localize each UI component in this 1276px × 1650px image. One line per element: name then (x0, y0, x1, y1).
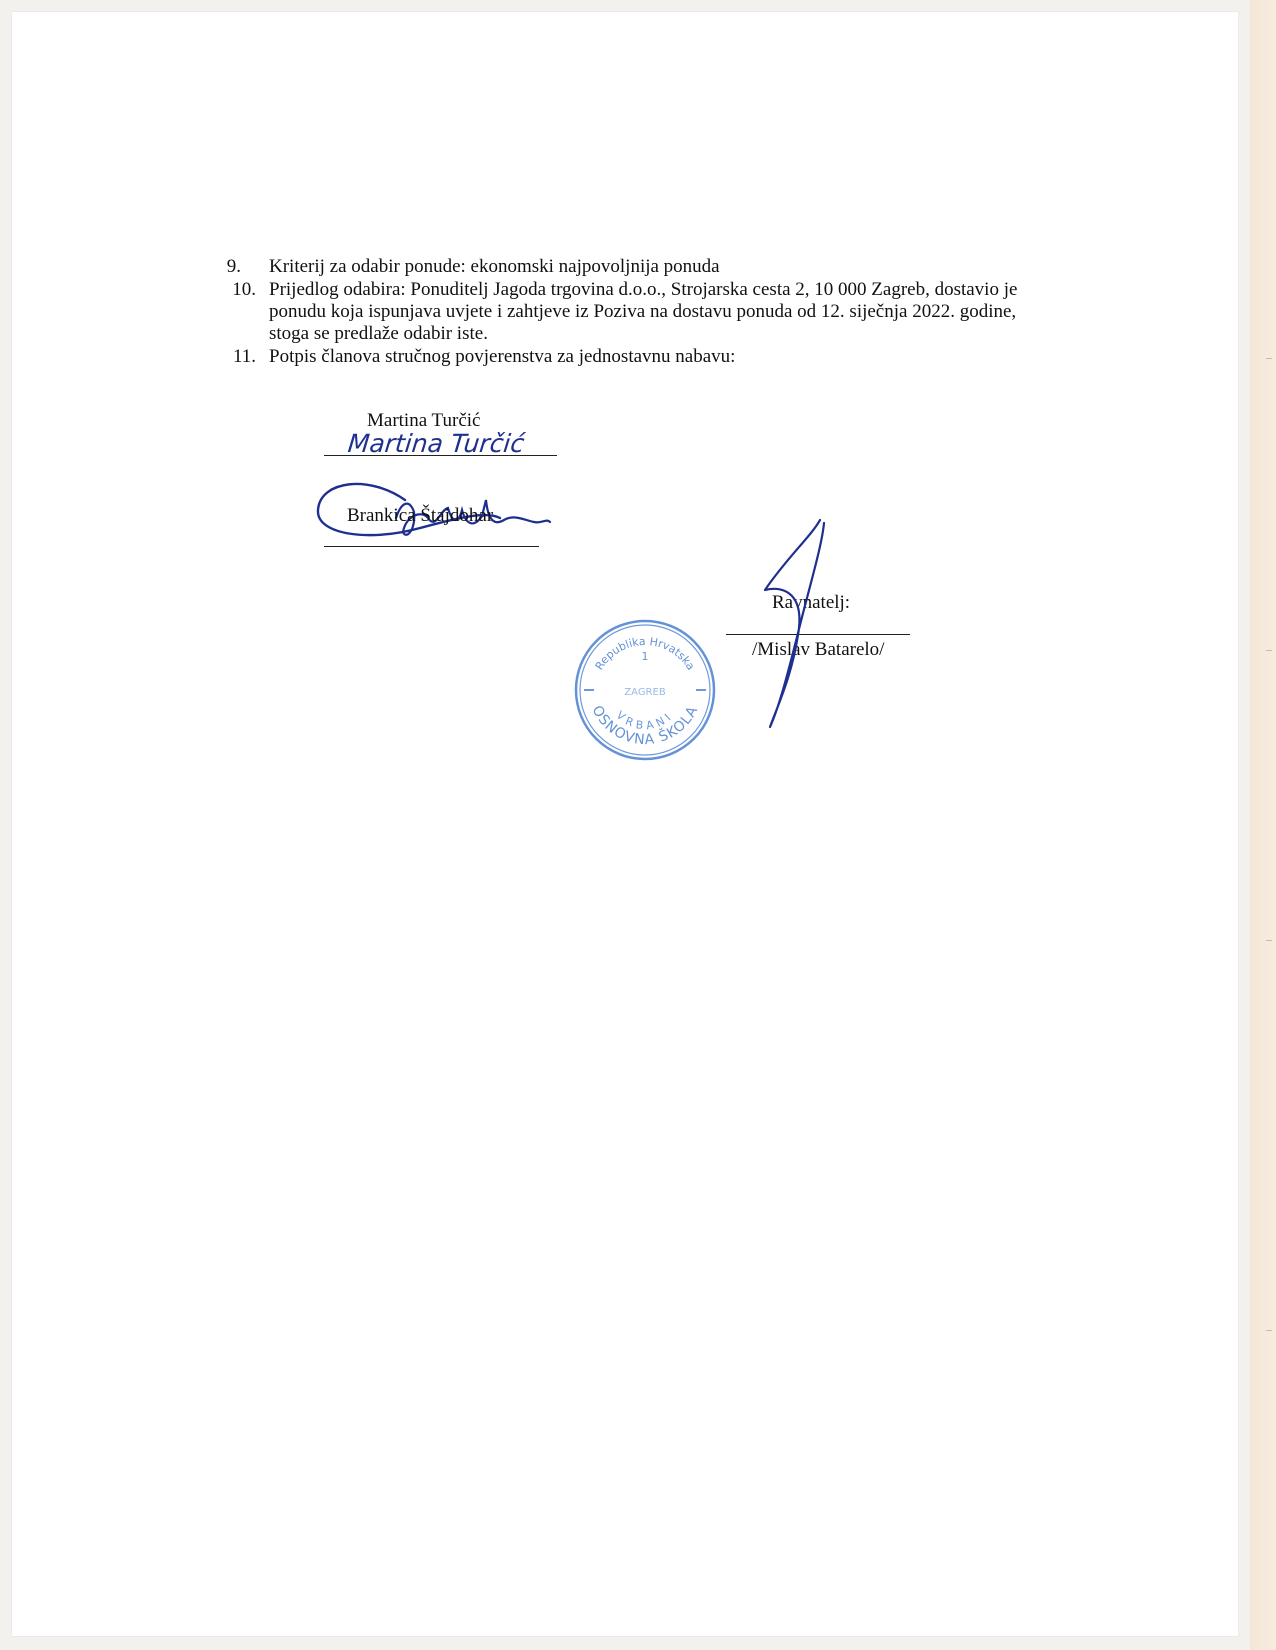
item-text: Potpis članova stručnog povjerenstva za jednostavnu nabavu: (269, 346, 736, 367)
svg-text:Republika Hrvatska: Republika Hrvatska (592, 634, 698, 673)
list-item (222, 279, 1022, 345)
principal-name: /Mislav Batarelo/ (752, 639, 885, 660)
school-stamp (570, 615, 720, 765)
committee-member-name: Brankica Štajdohar (347, 505, 494, 526)
signature-line (324, 546, 539, 547)
list-item (222, 346, 1022, 368)
svg-text:VRBANI: VRBANI (613, 708, 677, 733)
page-edge (1250, 0, 1276, 1650)
item-number: 11. (232, 346, 256, 367)
committee-member-name: Martina Turčić (367, 410, 481, 431)
item-number: 10. (232, 279, 256, 300)
item-text: Kriterij za odabir ponude: ekonomski najpovoljnija ponuda (269, 256, 720, 277)
handwritten-signature-turcic (346, 425, 550, 465)
item-text: Prijedlog odabira: Ponuditelj Jagoda trgovina d.o.o., Strojarska cesta 2, 10 000 Zagreb, dostavio je ponudu koja ispunjava uvjete i zahtjeve iz Poziva na dostavu ponuda od 12. siječnja 2022. godine, stoga se predlaže odabir iste. (269, 279, 1018, 344)
svg-text:Martina Turčić: Martina Turčić (346, 429, 526, 458)
svg-text:1: 1 (641, 650, 649, 663)
principal-title: Ravnatelj: (772, 592, 851, 613)
handwritten-signature-principal (750, 515, 840, 735)
list-item (222, 256, 1022, 278)
item-number: 9. (226, 256, 241, 277)
numbered-list (222, 256, 1022, 368)
svg-text:ZAGREB: ZAGREB (624, 687, 666, 698)
svg-text:OSNOVNA ŠKOLA: OSNOVNA ŠKOLA (588, 703, 702, 749)
signature-line (324, 455, 557, 456)
